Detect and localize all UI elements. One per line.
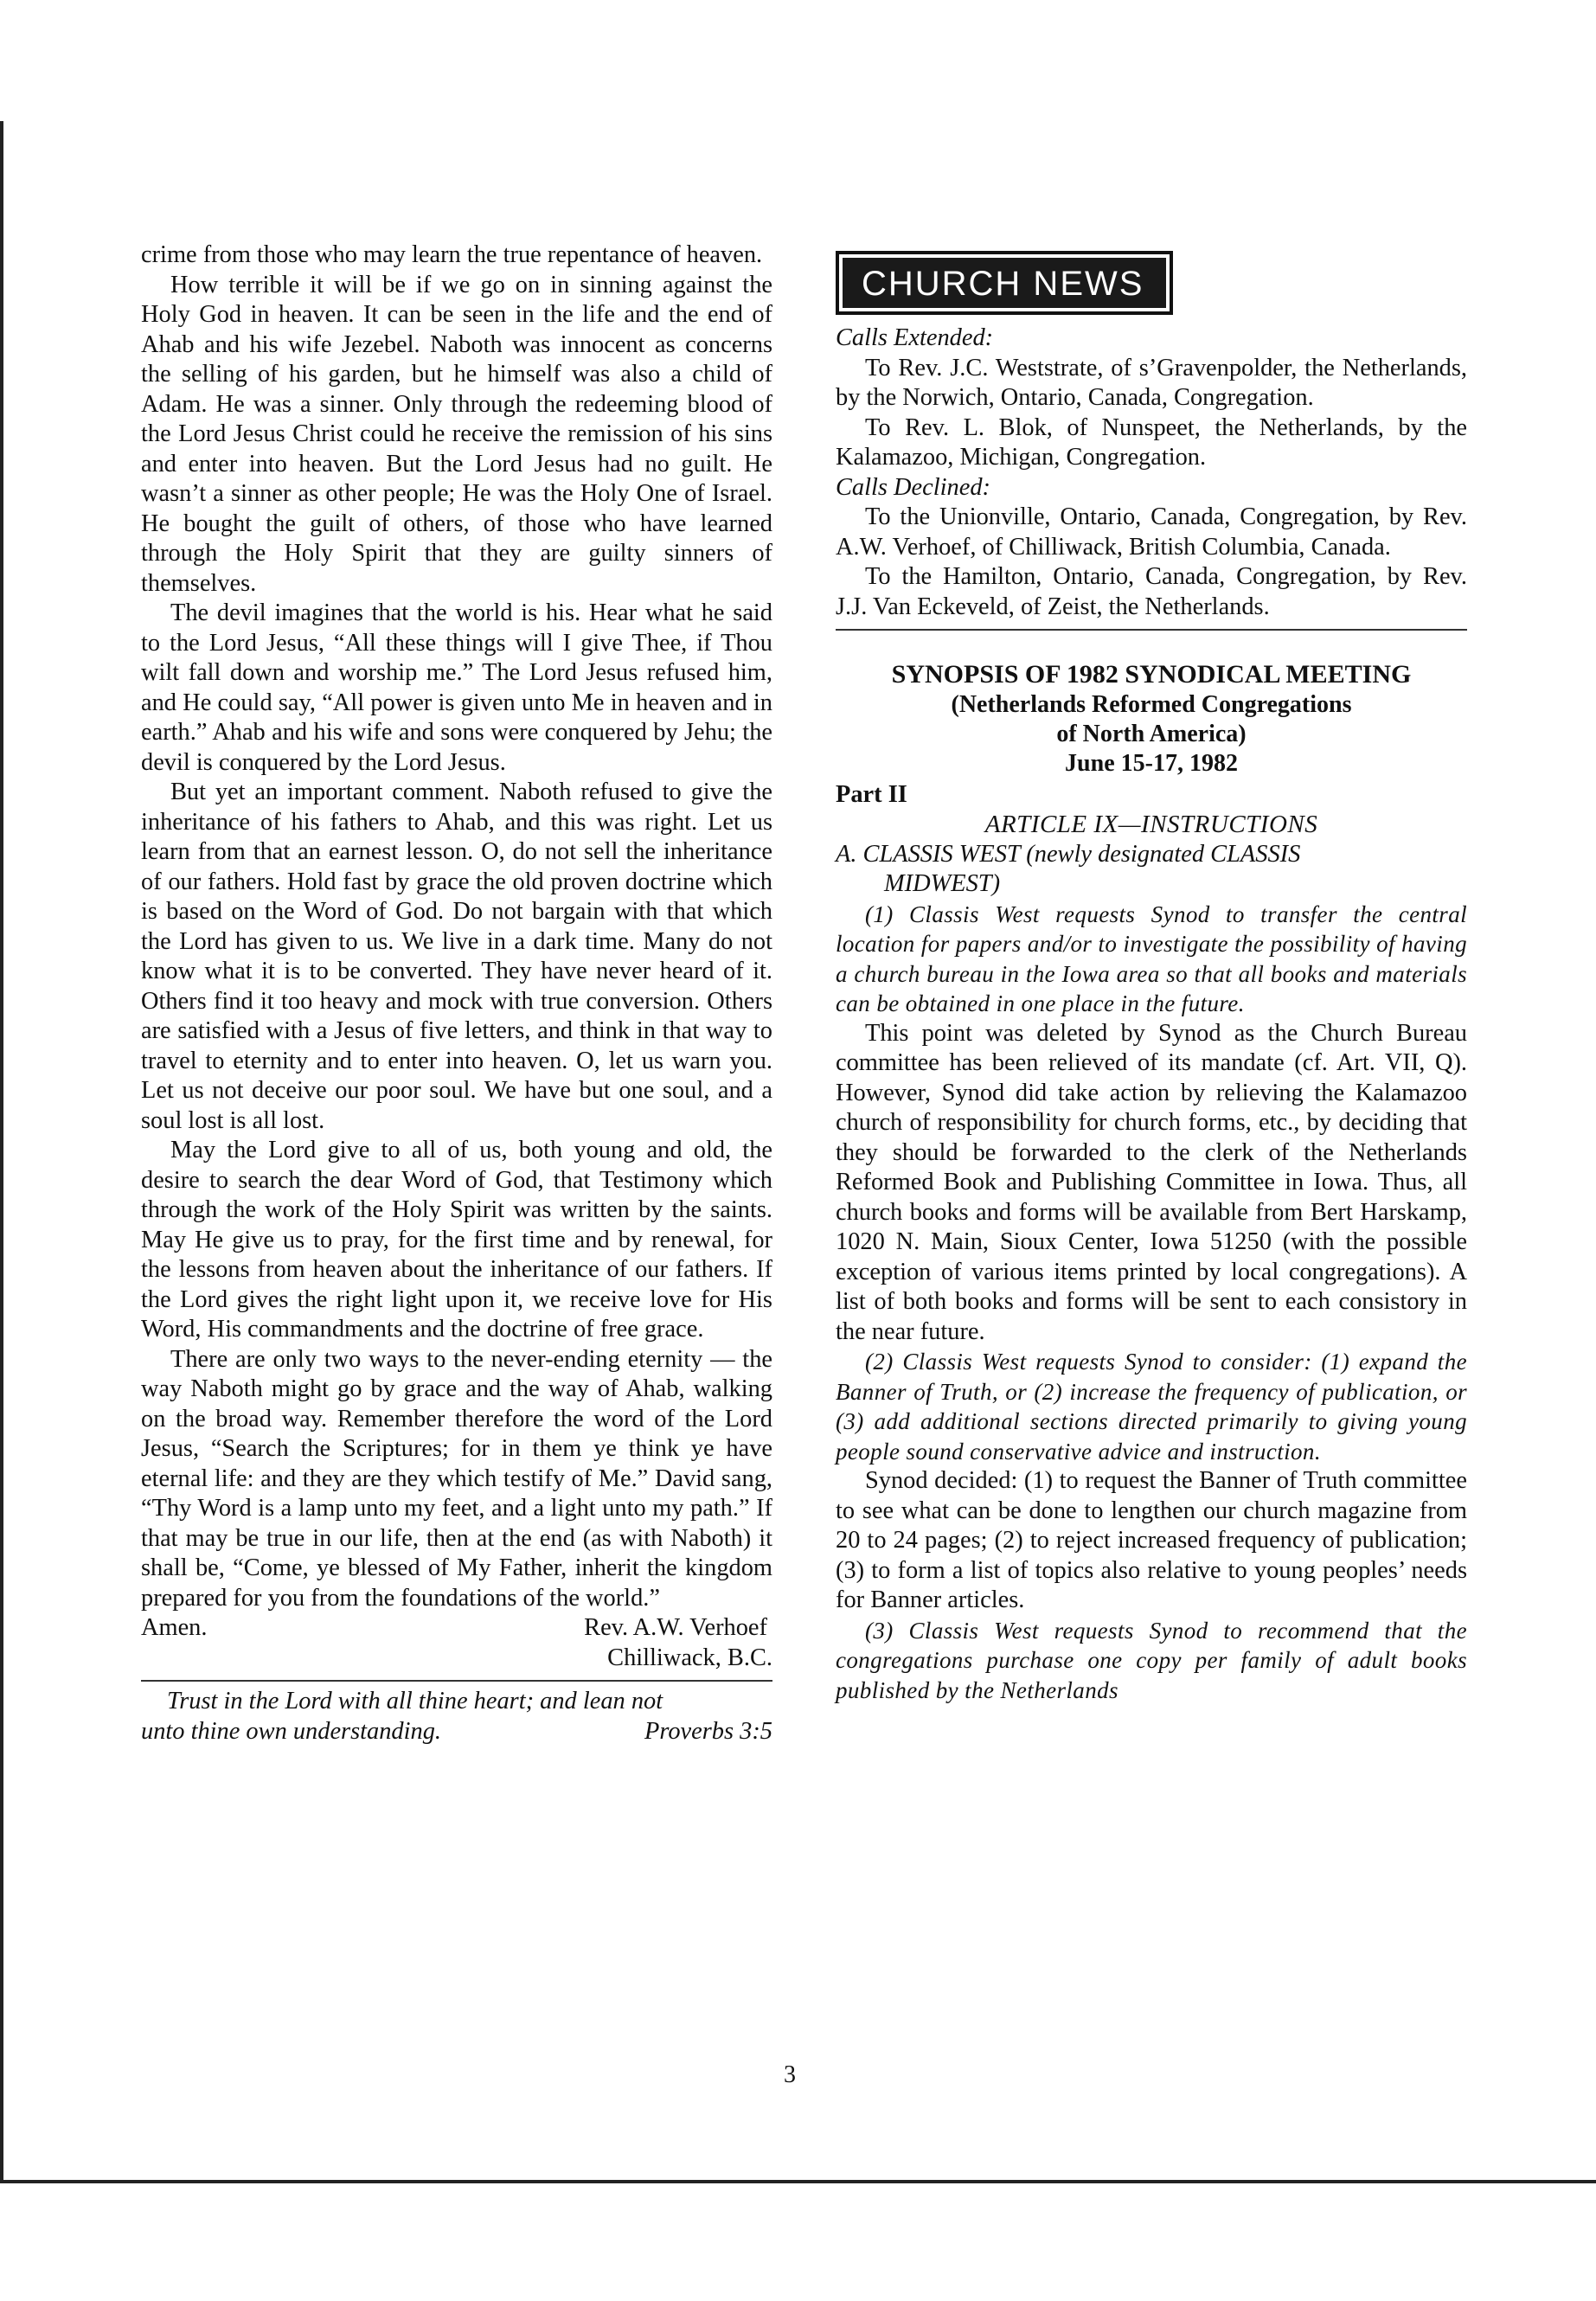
church-news-title: CHURCH NEWS <box>843 258 1166 308</box>
article-heading: ARTICLE IX—INSTRUCTIONS <box>984 811 1318 838</box>
paragraph: There are only two ways to the never-ending eternity — the way Naboth might go by grace and the way of Ahab, walking on the broad way. Remember therefore the word of the Lord Jesus, “Search the Scriptures; for in them ye think ye have eternal life: and they are they which testify of Me.” David sang, “Thy Word is a lamp unto my feet, and a light unto my path.” If that may be true in our life, then at the end (as with Naboth) it shall be, “Come, ye blessed of My Father, inherit the kingdom prepared for you from the foundations of the world.” <box>141 1345 772 1612</box>
request-3: (3) Classis West requests Synod to recommend that the congregations purchase one copy per family of adult books published by the Netherlands <box>836 1617 1467 1703</box>
request-1: (1) Classis West requests Synod to transfer the central location for papers and/or to investigate the possibility of having a church bureau in the Iowa area so that all books and materials can be obtained in one place in the future. <box>836 901 1467 1016</box>
paragraph: May the Lord give to all of us, both young and old, the desire to search the dear Word of God, that Testimony which through the work of the Holy Spirit was written by the saints. May He give us to pray, for the first time and by renewal, for the lessons from heaven about the inheritance of our fathers. If the Lord gives the right light upon it, we receive love for His Word, His commandments and the doctrine of free grace. <box>141 1137 772 1343</box>
synopsis-title: SYNOPSIS OF 1982 SYNODICAL MEETING <box>891 660 1412 689</box>
signature-place: Chilliwack, B.C. <box>607 1644 772 1671</box>
response-1: This point was deleted by Synod as the Church Bureau committee has been relieved of its mandate (cf. Art. VII, Q). However, Synod did take action by relieving the Kalamazoo church of responsibility for church forms, etc., by deciding that they should be forwarded to the clerk of the Netherlands Reformed Book and Publishing Committee in Iowa. Thus, all church books and forms will be available from Bert Harskamp, 1020 N. Main, Sioux Center, Iowa 51250 (with the possible exception of various items printed by local congregations). A list of both books and forms will be sent to each consistory in the near future. <box>836 1019 1467 1345</box>
response-2: Synod decided: (1) to request the Banner of Truth committee to see what can be done to lengthen our church magazine from 20 to 24 pages; (2) to reject increased frequency of publication; (3) to form a list of topics also relative to young peoples’ needs for Banner articles. <box>836 1467 1467 1613</box>
synopsis-date: June 15-17, 1982 <box>1065 749 1238 777</box>
church-news-banner <box>836 251 1173 315</box>
part-label: Part II <box>836 780 907 808</box>
page-number: 3 <box>784 2061 796 2088</box>
scripture-quote-line2 <box>141 1717 772 1747</box>
calls-extended-label: Calls Extended: <box>836 324 994 351</box>
left-column <box>141 240 772 1747</box>
paragraph: crime from those who may learn the true repentance of heaven. <box>141 241 763 268</box>
paragraph: But yet an important comment. Naboth refused to give the inheritance of his fathers to Ahab, and this was right. Let us learn from that an earnest lesson. O, do not sell the inheritance of our fathers. Hold fast by grace the old proven doctrine which is based on the Word of God. Do not bargain with that which the Lord has given to us. We live in a dark time. Many do not know what it is to be converted. They have never heard of it. Others find it too heavy and mock with true conversion. Others are satisfied with a Jesus of five letters, and think in that way to travel to eternity and to enter into heaven. O, let us warn you. Let us not deceive our poor soul. We have but one soul, and a soul lost is all lost. <box>141 779 772 1134</box>
signature-line <box>141 1613 772 1644</box>
scripture-quote-line1: Trust in the Lord with all thine heart; and lean not <box>167 1688 663 1715</box>
divider <box>141 1680 772 1682</box>
call-item: To the Hamilton, Ontario, Canada, Congregation, by Rev. J.J. Van Eckeveld, of Zeist, the Netherlands. <box>836 563 1467 620</box>
call-item: To Rev. L. Blok, of Nunspeet, the Netherlands, by the Kalamazoo, Michigan, Congregation. <box>836 413 1467 471</box>
paragraph: The devil imagines that the world is his. Hear what he said to the Lord Jesus, “All these things will I give Thee, if Thou wilt fall down and worship me.” The Lord Jesus refused him, and He could say, “All power is given unto Me in heaven and in earth.” Ahab and his wife and sons were conquered by Jehu; the devil is conquered by the Lord Jesus. <box>141 599 772 776</box>
right-column <box>836 244 1467 1705</box>
paragraph: How terrible it will be if we go on in sinning against the Holy God in heaven. It can be seen in the life and the end of Ahab and his wife Jezebel. Naboth was innocent as concerns the selling of his garden, but he himself was also a child of Adam. He was a sinner. Only through the redeeming blood of the Lord Jesus Christ could he receive the remission of his sins and enter into heaven. But the Lord Jesus had no guilt. He wasn’t a sinner as other people; He was the Holy One of Israel. He bought the guilt of others, of those who have learned through the Holy Spirit that they are guilty sinners of themselves. <box>141 271 772 597</box>
scan-edge-bottom <box>0 2180 1596 2183</box>
synopsis-subtitle-1: (Netherlands Reformed Congregations <box>951 690 1352 718</box>
scripture-reference: Proverbs 3:5 <box>644 1717 772 1745</box>
synopsis-subtitle-2: of North America) <box>1056 720 1247 747</box>
calls-declined-label: Calls Declined: <box>836 473 990 501</box>
call-item: To Rev. J.C. Weststrate, of s’Gravenpolder, the Netherlands, by the Norwich, Ontario, Canada, Congregation. <box>836 354 1467 411</box>
section-a-heading-cont: MIDWEST) <box>884 870 1001 897</box>
scripture-quote-text: unto thine own understanding. <box>141 1717 441 1745</box>
scan-edge-left <box>0 121 3 2180</box>
call-item: To the Unionville, Ontario, Canada, Congregation, by Rev. A.W. Verhoef, of Chilliwack, British Columbia, Canada. <box>836 503 1467 561</box>
section-a-heading: A. CLASSIS WEST (newly designated CLASSIS <box>836 840 1301 868</box>
signature-name: Rev. A.W. Verhoef <box>584 1614 767 1641</box>
amen-text: Amen. <box>141 1614 208 1641</box>
request-2: (2) Classis West requests Synod to consider: (1) expand the Banner of Truth, or (2) increase the frequency of publication, or (3) add additional sections directed primarily to giving young people sound conservative advice and instruction. <box>836 1349 1467 1465</box>
divider <box>836 629 1467 631</box>
